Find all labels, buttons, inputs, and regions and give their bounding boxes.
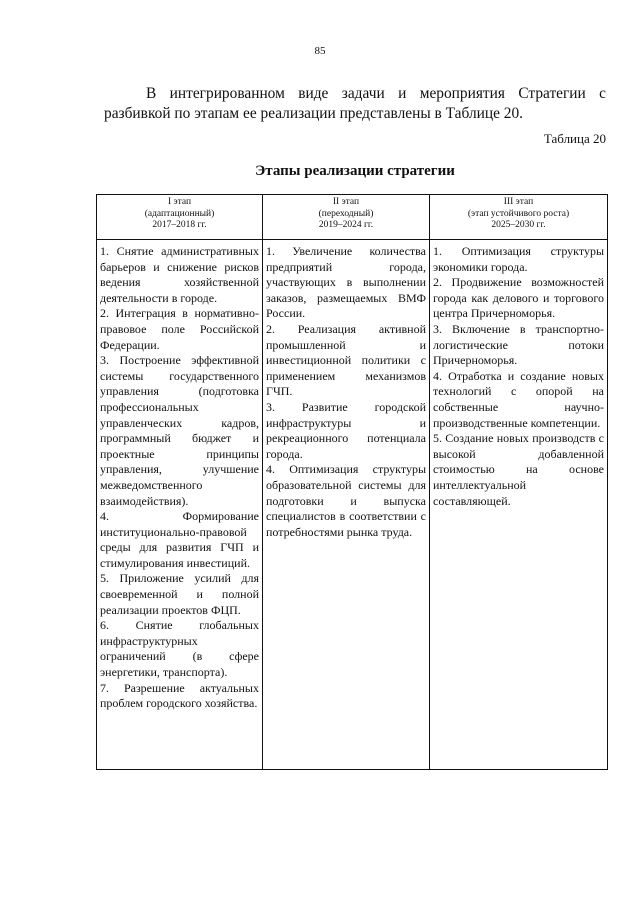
- list-item: 4. Формирование институционально-правовой среды для развития ГЧП и стимулирования инвестиций.: [100, 509, 259, 570]
- list-item: 1. Увеличение количества предприятий города, участвующих в выполнении заказов, размещаемых ВМФ России.: [266, 244, 426, 321]
- list-item: 4. Отработка и создание новых технологий с опорой на собственные научно-производственные компетенции.: [433, 368, 604, 430]
- stage-2-header: [263, 195, 430, 240]
- list-item: 3. Построение эффективной системы государственного управления (подготовка профессиональных управленческих кадров, программный бюджет и проектные принципы управления, улучшение межведомственного взаимодействия).: [100, 353, 259, 508]
- stage-3-header: [430, 195, 608, 240]
- intro-paragraph: В интегрированном виде задачи и мероприятия Стратегии с разбивкой по этапам ее реализации представлены в Таблице 20.: [104, 85, 606, 122]
- stage-1-header: [97, 195, 263, 240]
- stage-3-items: [430, 240, 608, 770]
- stage-2-kind: (переходный): [318, 208, 374, 219]
- stage-1-items: [97, 240, 263, 770]
- list-item: 2. Реализация активной промышленной и инвестиционной политики с применением механизмов ГЧП.: [266, 321, 426, 399]
- stages-table: [96, 194, 608, 770]
- list-item: 2. Интеграция в нормативно-правовое поле Российской Федерации.: [100, 306, 259, 352]
- stage-3-title: III этап: [503, 197, 534, 207]
- table-header-row: [97, 195, 608, 240]
- table-caption: Таблица 20: [543, 131, 606, 146]
- page-number: 85: [314, 45, 326, 57]
- list-item: 6. Снятие глобальных инфраструктурных ограничений (в сфере энергетики, транспорта).: [100, 618, 259, 680]
- list-item: 1. Снятие административных барьеров и снижение рисков ведения хозяйственной деятельности в городе.: [100, 244, 259, 305]
- stage-1-years: 2017–2018 гг.: [152, 220, 207, 230]
- list-item: 4. Оптимизация структуры образовательной системы для подготовки и выпуска специалистов в соответствии с потребностями рынка труда.: [266, 462, 426, 539]
- list-item: 5. Создание новых производств с высокой добавленной стоимостью на основе интеллектуальной составляющей.: [433, 431, 604, 508]
- list-item: 3. Развитие городской инфраструктуры и рекреационного потенциала города.: [266, 399, 426, 461]
- list-item: 3. Включение в транспортно-логистические потоки Причерноморья.: [433, 321, 604, 368]
- list-item: 1. Оптимизация структуры экономики города.: [433, 244, 604, 274]
- list-item: 2. Продвижение возможностей города как делового и торгового центра Причерноморья.: [433, 275, 604, 321]
- stage-3-kind: (этап устойчивого роста): [467, 208, 570, 219]
- stage-1-title: I этап: [167, 197, 192, 207]
- stage-2-items: [263, 240, 430, 770]
- list-item: 7. Разрешение актуальных проблем городского хозяйства.: [100, 680, 259, 711]
- table-title: Этапы реализации стратегии: [255, 163, 455, 179]
- stage-1-kind: (адаптационный): [144, 208, 215, 219]
- stage-2-years: 2019–2024 гг.: [318, 220, 374, 230]
- stage-3-years: 2025–2030 гг.: [491, 220, 546, 230]
- table-body-row: [97, 240, 608, 770]
- stage-2-title: II этап: [332, 197, 360, 207]
- list-item: 5. Приложение усилий для своевременной и полной реализации проектов ФЦП.: [100, 571, 259, 617]
